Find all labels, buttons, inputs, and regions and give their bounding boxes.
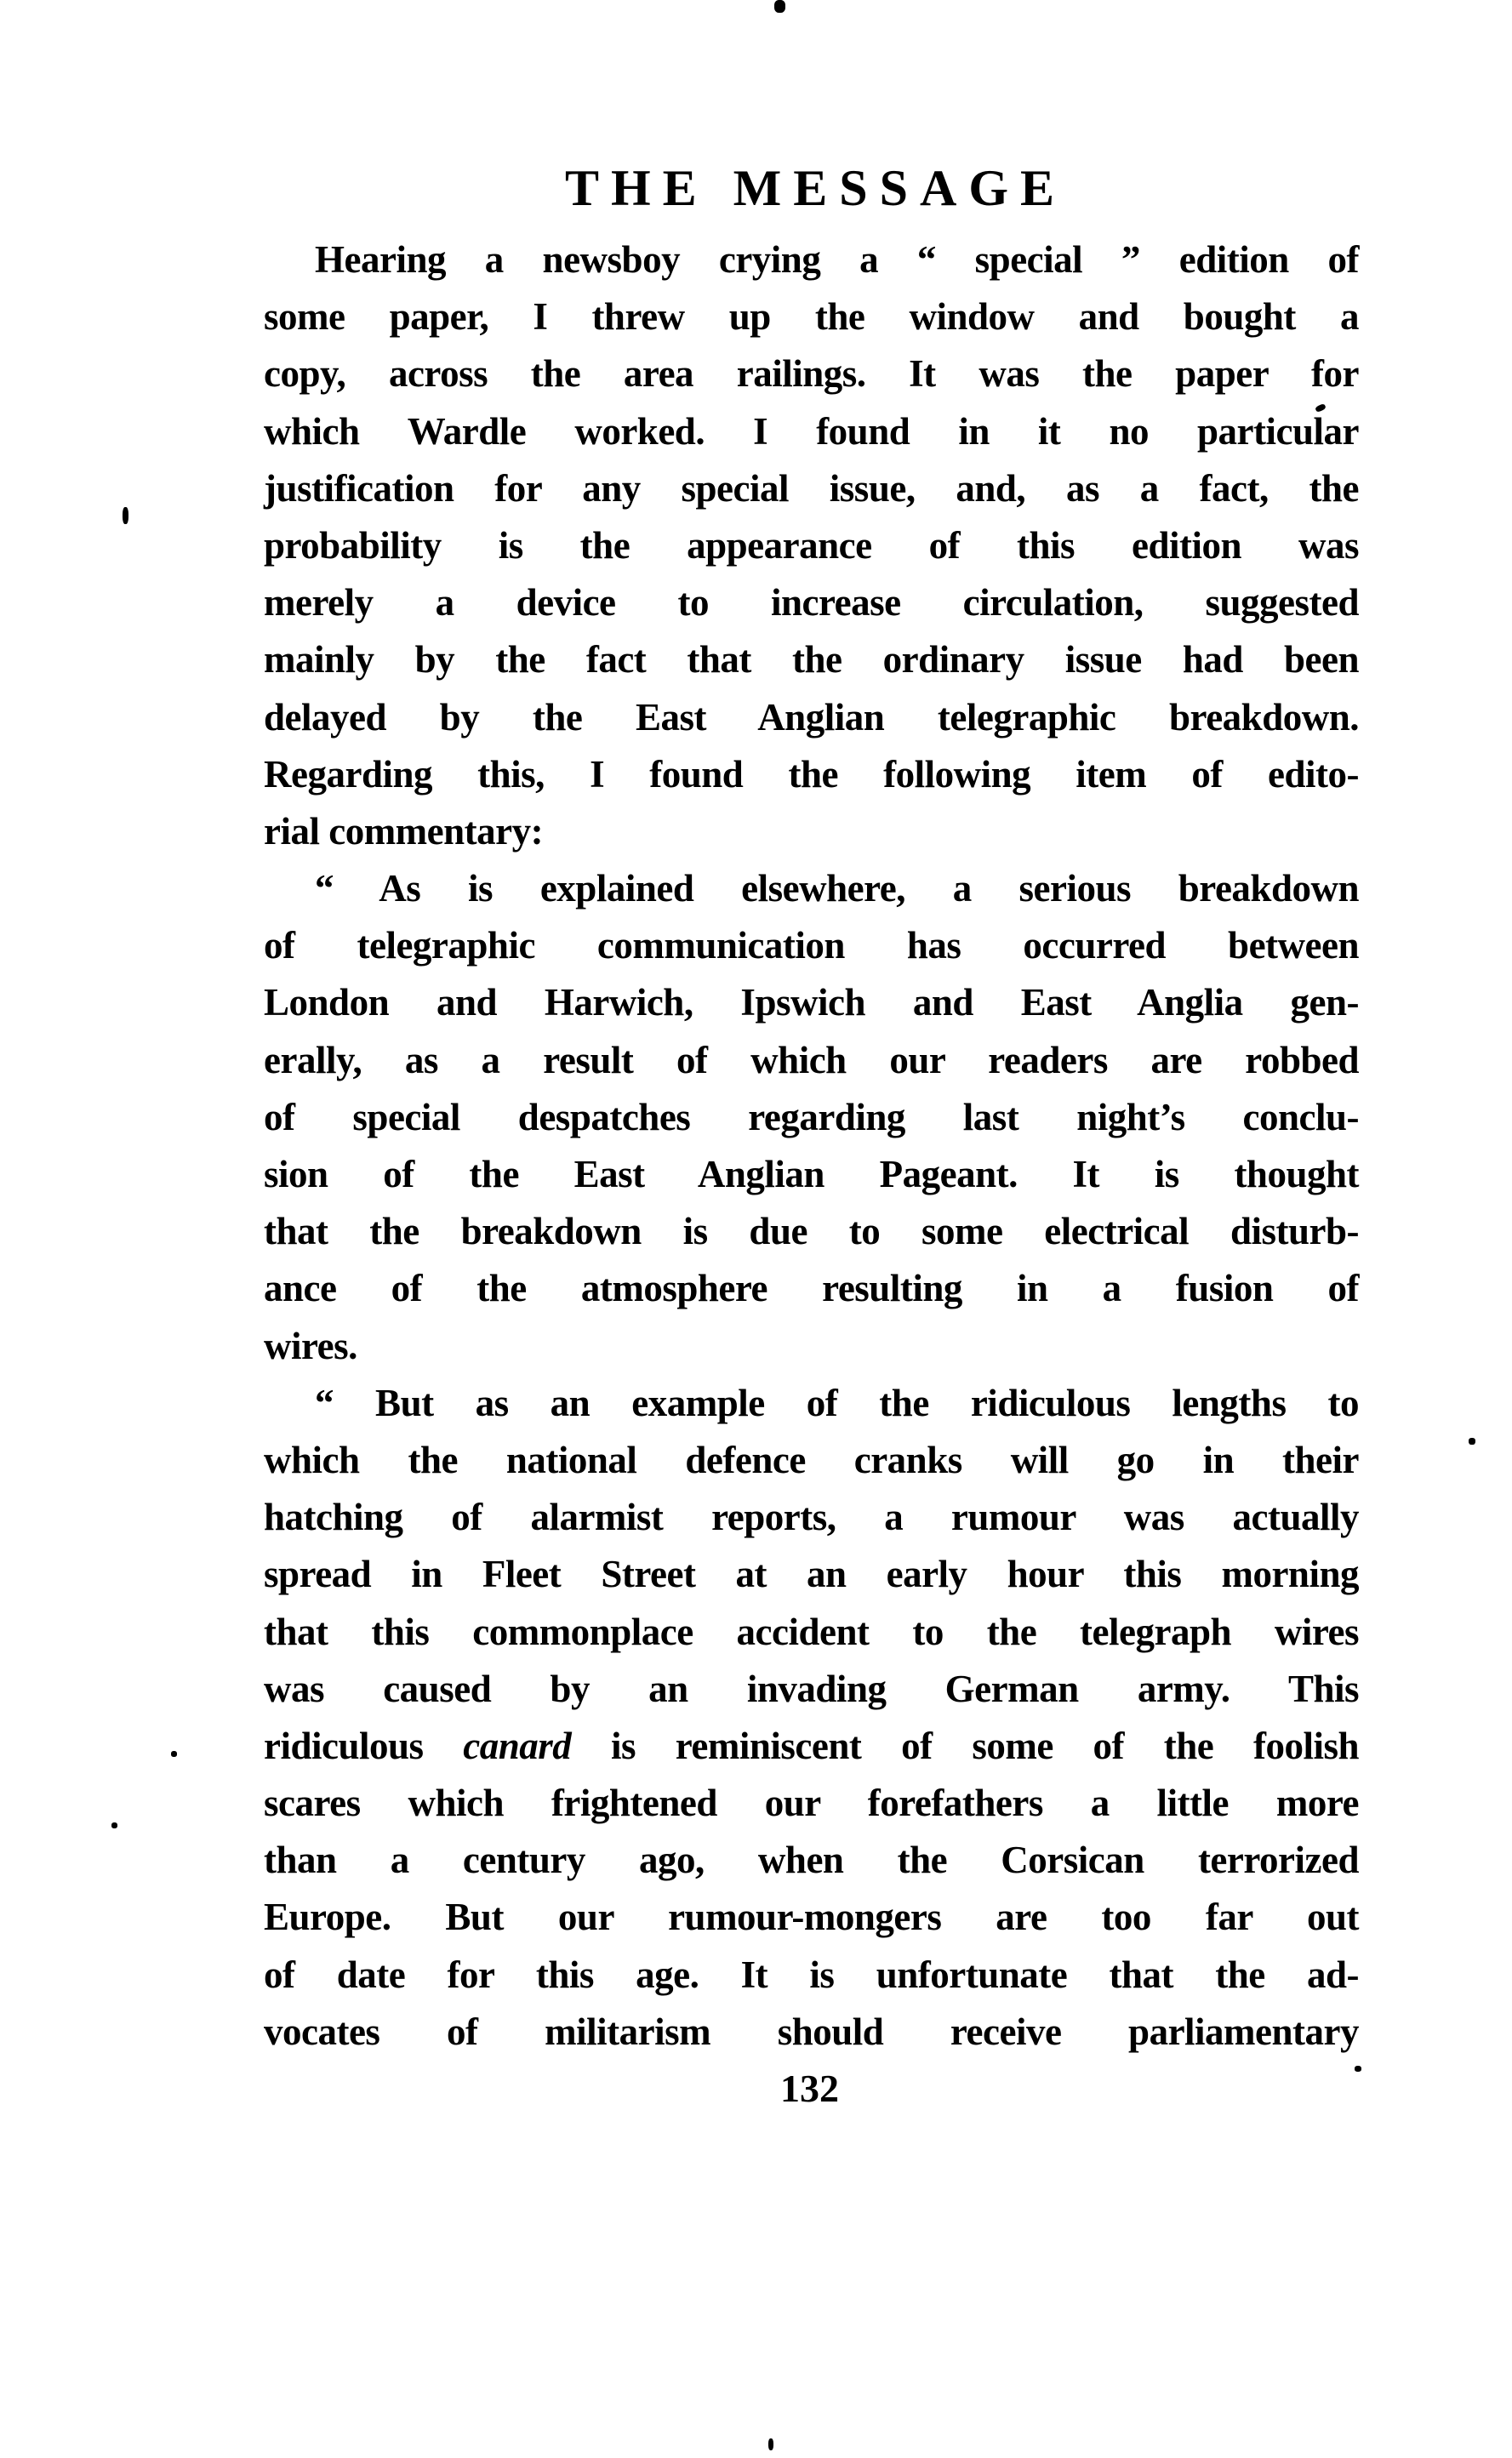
text-line: sion of the East Anglian Pageant. It is thought xyxy=(264,1153,1359,1195)
text-line: London and Harwich, Ipswich and East Anglia gen- xyxy=(264,981,1359,1024)
scan-speck xyxy=(768,2438,773,2450)
text-line: that the breakdown is due to some electrical disturb- xyxy=(264,1210,1359,1253)
text-line: was caused by an invading German army. This xyxy=(264,1667,1359,1710)
scan-speck xyxy=(123,507,128,524)
body-text xyxy=(264,231,1359,2061)
scan-speck xyxy=(1469,1438,1475,1445)
text-line: Europe. But our rumour-mongers are too far out xyxy=(264,1896,1359,1939)
text-line: wires. xyxy=(264,1324,357,1367)
text-line: merely a device to increase circulation, suggested xyxy=(264,581,1359,624)
scan-speck xyxy=(1355,2066,1361,2072)
text-line: vocates of militarism should receive parliamentary xyxy=(264,2010,1359,2053)
text-line: probability is the appearance of this edition was xyxy=(264,523,1359,567)
page-number: 132 xyxy=(780,2067,839,2110)
text-line: of date for this age. It is unfortunate that the ad- xyxy=(264,1953,1359,1996)
text-line: spread in Fleet Street at an early hour this morning xyxy=(264,1553,1359,1596)
text-line: rial commentary: xyxy=(264,809,544,853)
text-line: which the national defence cranks will go in their xyxy=(264,1438,1359,1481)
text-line: which Wardle worked. I found in it no particular xyxy=(264,409,1359,453)
text-line: justification for any special issue, and, as a fact, the xyxy=(264,466,1359,510)
text-line xyxy=(264,1718,1359,1775)
text-line: than a century ago, when the Corsican terrorized xyxy=(264,1839,1359,1882)
text-line: mainly by the fact that the ordinary issue had been xyxy=(264,638,1359,682)
text-line: of special despatches regarding last night’s conclu- xyxy=(264,1095,1359,1138)
text-segment: is reminiscent of some of the foolish xyxy=(571,1724,1360,1767)
text-line: Regarding this, I found the following item of edito- xyxy=(264,752,1359,796)
text-line: copy, across the area railings. It was the paper for xyxy=(264,352,1359,396)
text-line: “ But as an example of the ridiculous lengths to xyxy=(315,1381,1359,1424)
text-line: scares which frightened our forefathers a little more xyxy=(264,1782,1359,1825)
text-line: erally, as a result of which our readers are robbed xyxy=(264,1038,1359,1081)
scan-speck xyxy=(171,1751,177,1757)
text-line: that this commonplace accident to the telegraph wires xyxy=(264,1610,1359,1653)
text-line: some paper, I threw up the window and bought a xyxy=(264,295,1359,339)
chapter-title: THE MESSAGE xyxy=(564,160,1067,216)
scan-speck xyxy=(774,0,785,13)
text-line: of telegraphic communication has occurred between xyxy=(264,924,1359,967)
text-line: Hearing a newsboy crying a “ special ” edition of xyxy=(315,238,1359,281)
text-segment: ridiculous xyxy=(264,1724,464,1767)
text-line: delayed by the East Anglian telegraphic breakdown. xyxy=(264,695,1359,739)
text-line: ance of the atmosphere resulting in a fusion of xyxy=(264,1267,1359,1310)
text-line: hatching of alarmist reports, a rumour was actually xyxy=(264,1496,1359,1539)
text-line: “ As is explained elsewhere, a serious breakdown xyxy=(315,867,1359,910)
scan-speck xyxy=(111,1822,117,1828)
italic-word: canard xyxy=(463,1724,572,1767)
